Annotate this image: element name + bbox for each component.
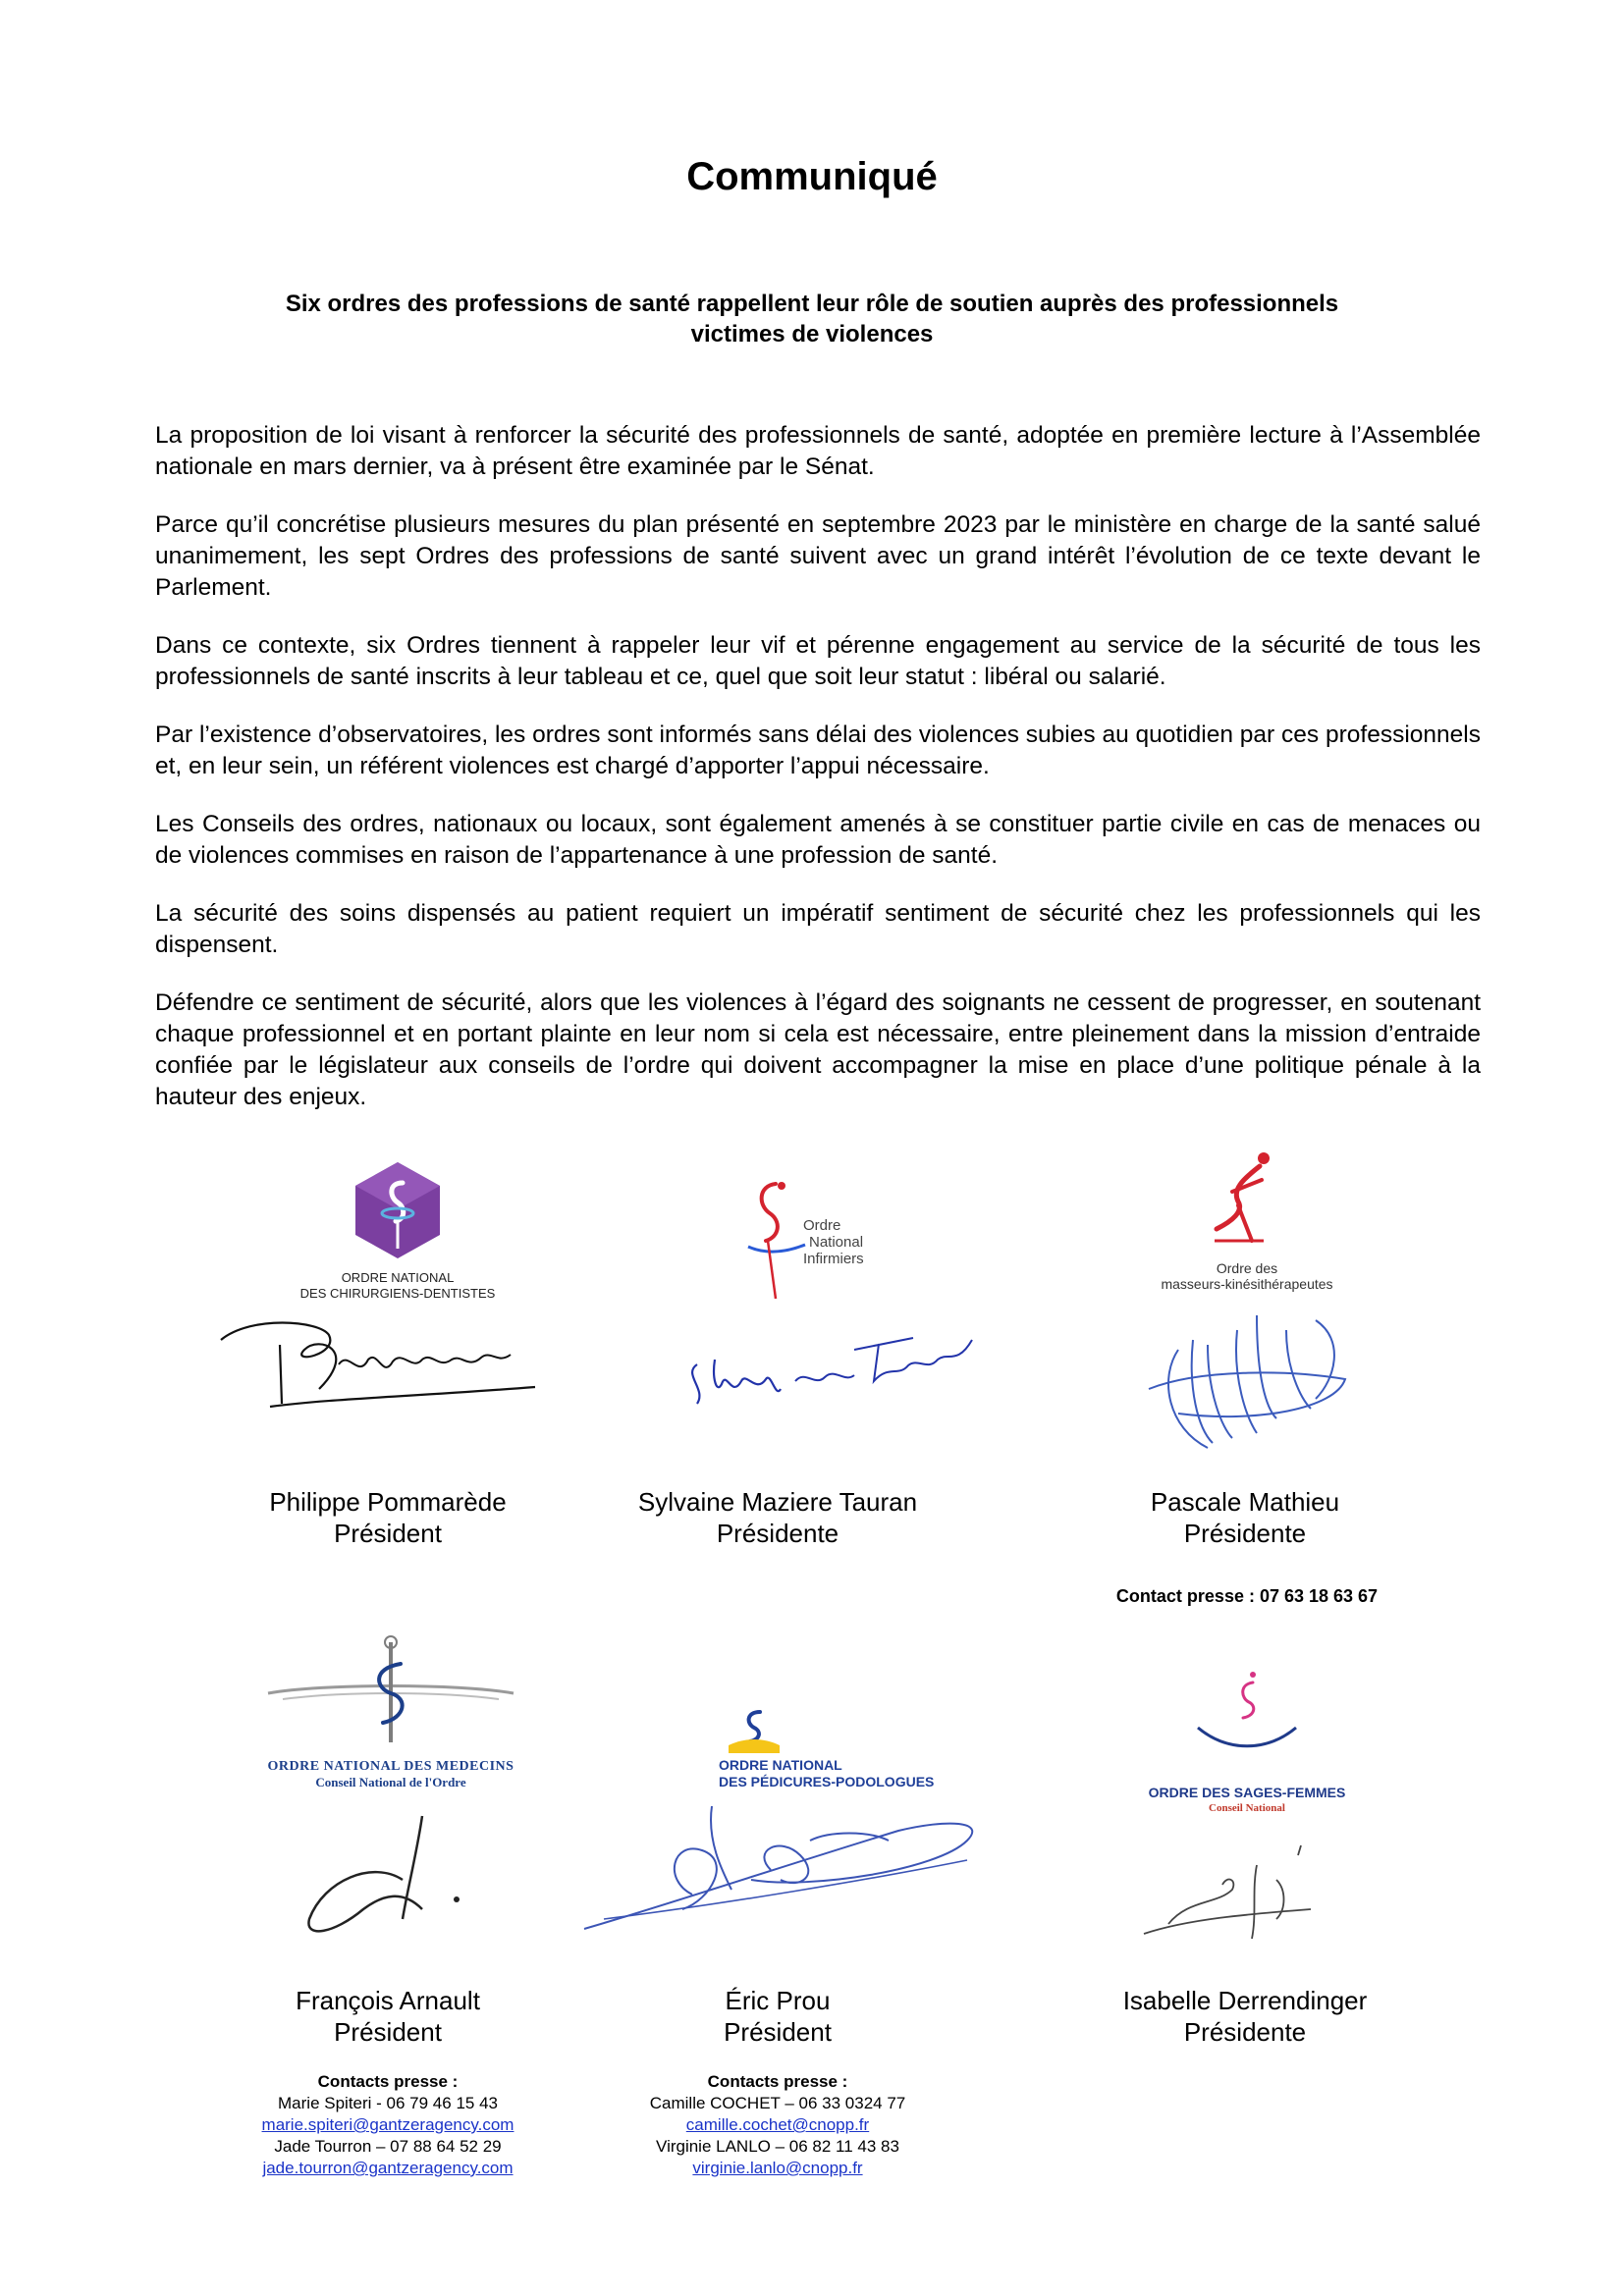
paragraph-3: Dans ce contexte, six Ordres tiennent à rappeler leur vif et pérenne engagement au service de la sécurité de tous les professionnels de santé inscrits à leur tableau et ce, quel que soit leur statut : libéral ou salarié. <box>155 632 1481 690</box>
signatory-6 <box>1029 1985 1461 2048</box>
logo-medecins-line2: Conseil National de l'Ordre <box>315 1775 466 1789</box>
logo-podologues <box>725 1708 784 1755</box>
contacts-medecins-heading: Contacts presse : <box>317 2072 459 2091</box>
contacts-podologues-heading: Contacts presse : <box>707 2072 848 2091</box>
page-title: Communiqué <box>686 155 938 198</box>
signatory-6-title: Présidente <box>1183 2017 1307 2047</box>
signatory-5-name: Éric Prou <box>725 1986 831 2015</box>
subtitle <box>187 289 1437 349</box>
logo-dentistes-line2: DES CHIRURGIENS-DENTISTES <box>299 1286 496 1301</box>
caduceus-logo-icon <box>263 1634 518 1752</box>
signature-arnault <box>295 1811 491 1953</box>
logo-dentistes-line1: ORDRE NATIONAL <box>341 1270 455 1285</box>
logo-podologues-caption <box>719 1757 934 1790</box>
sages-femmes-emblem-icon <box>1188 1669 1306 1757</box>
signatory-3-title: Présidente <box>1183 1519 1307 1548</box>
signature-maziere-tauran <box>677 1310 992 1433</box>
signatory-1-title: Président <box>334 1519 442 1548</box>
paragraph-7: Défendre ce sentiment de sécurité, alors que les violences à l’égard des soignants ne cessent de progresser, en soutenant chaque professionnel et en portant plainte en leur nom si cela est nécessaire, entre pleinement dans la mission d’entraide confiée par le législateur aux conseils de l’ordre qui doivent accompagner la mise en place d’une politique pénale à la hauteur des enjeux. <box>155 989 1481 1110</box>
paragraph-2: Parce qu’il concrétise plusieurs mesures du plan présenté en septembre 2023 par le ministère en charge de la santé salué unanimement, les sept Ordres des professions de santé suivent avec un grand intérêt l’évolution de ce texte devant le Parlement. <box>155 511 1481 601</box>
subtitle-line-2: victimes de violences <box>690 321 934 347</box>
email-link-jade-tourron[interactable]: jade.tourron@gantzeragency.com <box>262 2159 514 2177</box>
signatory-1 <box>172 1486 604 1549</box>
logo-medecins-line1: ORDRE NATIONAL DES MEDECINS <box>267 1759 514 1774</box>
logo-dentistes-caption <box>280 1270 515 1302</box>
paragraph-5: Les Conseils des ordres, nationaux ou locaux, sont également amenés à se constituer partie civile en cas de menaces ou de violences commises en raison de l’appartenance à une profession de santé. <box>155 811 1481 869</box>
signatory-2 <box>562 1486 994 1549</box>
contacts-presse-medecins <box>172 2071 604 2179</box>
contacts-podologues-line2: Virginie LANLO – 06 82 11 43 83 <box>656 2137 899 2156</box>
email-link-virginie-lanlo[interactable]: virginie.lanlo@cnopp.fr <box>692 2159 863 2177</box>
subtitle-line-1: Six ordres des professions de santé rappellent leur rôle de soutien auprès des professionnels <box>285 291 1339 317</box>
body-text <box>155 420 1481 1140</box>
contacts-medecins-line1: Marie Spiteri - 06 79 46 15 43 <box>278 2094 498 2112</box>
logo-infirmiers-line1: Ordre <box>803 1217 841 1234</box>
logo-sages-femmes <box>1188 1669 1306 1757</box>
signatory-4 <box>172 1985 604 2048</box>
signatory-3 <box>1029 1486 1461 1549</box>
logo-kine-line1: Ordre des <box>1216 1260 1278 1276</box>
signatory-5 <box>562 1985 994 2048</box>
signatory-5-title: Président <box>724 2017 832 2047</box>
logo-podologues-line1: ORDRE NATIONAL <box>719 1757 842 1773</box>
logo-infirmiers-line3: Infirmiers <box>803 1251 864 1267</box>
signatory-2-title: Présidente <box>716 1519 839 1548</box>
logo-masseurs-kinesitherapeutes <box>1203 1150 1281 1249</box>
email-link-marie-spiteri[interactable]: marie.spiteri@gantzeragency.com <box>261 2115 514 2134</box>
hexagon-logo-icon <box>349 1158 447 1266</box>
signatory-6-name: Isabelle Derrendinger <box>1122 1986 1368 2015</box>
signatory-4-title: Président <box>334 2017 442 2047</box>
logo-medecins <box>263 1634 518 1752</box>
signature-prou <box>574 1801 997 1944</box>
paragraph-1: La proposition de loi visant à renforcer la sécurité des professionnels de santé, adoptée en première lecture à l’Assemblée nationale en mars dernier, va à présent être examinée par le Sénat. <box>155 422 1481 480</box>
paragraph-6: La sécurité des soins dispensés au patient requiert un impératif sentiment de sécurité chez les professionnels qui les dispensent. <box>155 900 1481 958</box>
logo-kine-caption <box>1129 1260 1365 1292</box>
email-link-camille-cochet[interactable]: camille.cochet@cnopp.fr <box>685 2115 870 2134</box>
signatory-4-name: François Arnault <box>296 1986 480 2015</box>
logo-sages-femmes-caption <box>1129 1785 1365 1816</box>
signatory-2-name: Sylvaine Maziere Tauran <box>637 1487 918 1517</box>
contact-presse-kine-text: Contact presse : 07 63 18 63 67 <box>1115 1586 1379 1606</box>
logo-sages-femmes-line2: Conseil National <box>1209 1802 1285 1814</box>
paragraph-4: Par l’existence d’observatoires, les ordres sont informés sans délai des violences subies au quotidien par ces professionnels et, en leur sein, un référent violences est chargé d’apporter l’appui nécessaire. <box>155 721 1481 779</box>
logo-medecins-caption <box>253 1759 528 1790</box>
signatory-3-name: Pascale Mathieu <box>1150 1487 1340 1517</box>
logo-infirmiers-caption <box>803 1217 864 1267</box>
signatory-1-name: Philippe Pommarède <box>269 1487 507 1517</box>
logo-sages-femmes-line1: ORDRE DES SAGES-FEMMES <box>1148 1785 1346 1800</box>
logo-podologues-line2: DES PÉDICURES-PODOLOGUES <box>719 1774 935 1789</box>
logo-chirurgiens-dentistes <box>349 1158 447 1266</box>
kine-figure-icon <box>1203 1150 1281 1249</box>
signature-derrendinger <box>1129 1831 1326 1953</box>
contacts-presse-podologues <box>562 2071 994 2179</box>
contacts-medecins-line2: Jade Tourron – 07 88 64 52 29 <box>274 2137 502 2156</box>
contacts-podologues-line1: Camille COCHET – 06 33 0324 77 <box>649 2094 906 2112</box>
signature-mathieu <box>1139 1301 1365 1472</box>
logo-infirmiers-line2: National <box>809 1234 864 1251</box>
logo-kine-line2: masseurs-kinésithérapeutes <box>1161 1276 1333 1292</box>
contact-presse-kine <box>1031 1585 1463 1608</box>
podologues-emblem-icon <box>725 1708 784 1755</box>
signature-pommarede <box>211 1310 545 1433</box>
